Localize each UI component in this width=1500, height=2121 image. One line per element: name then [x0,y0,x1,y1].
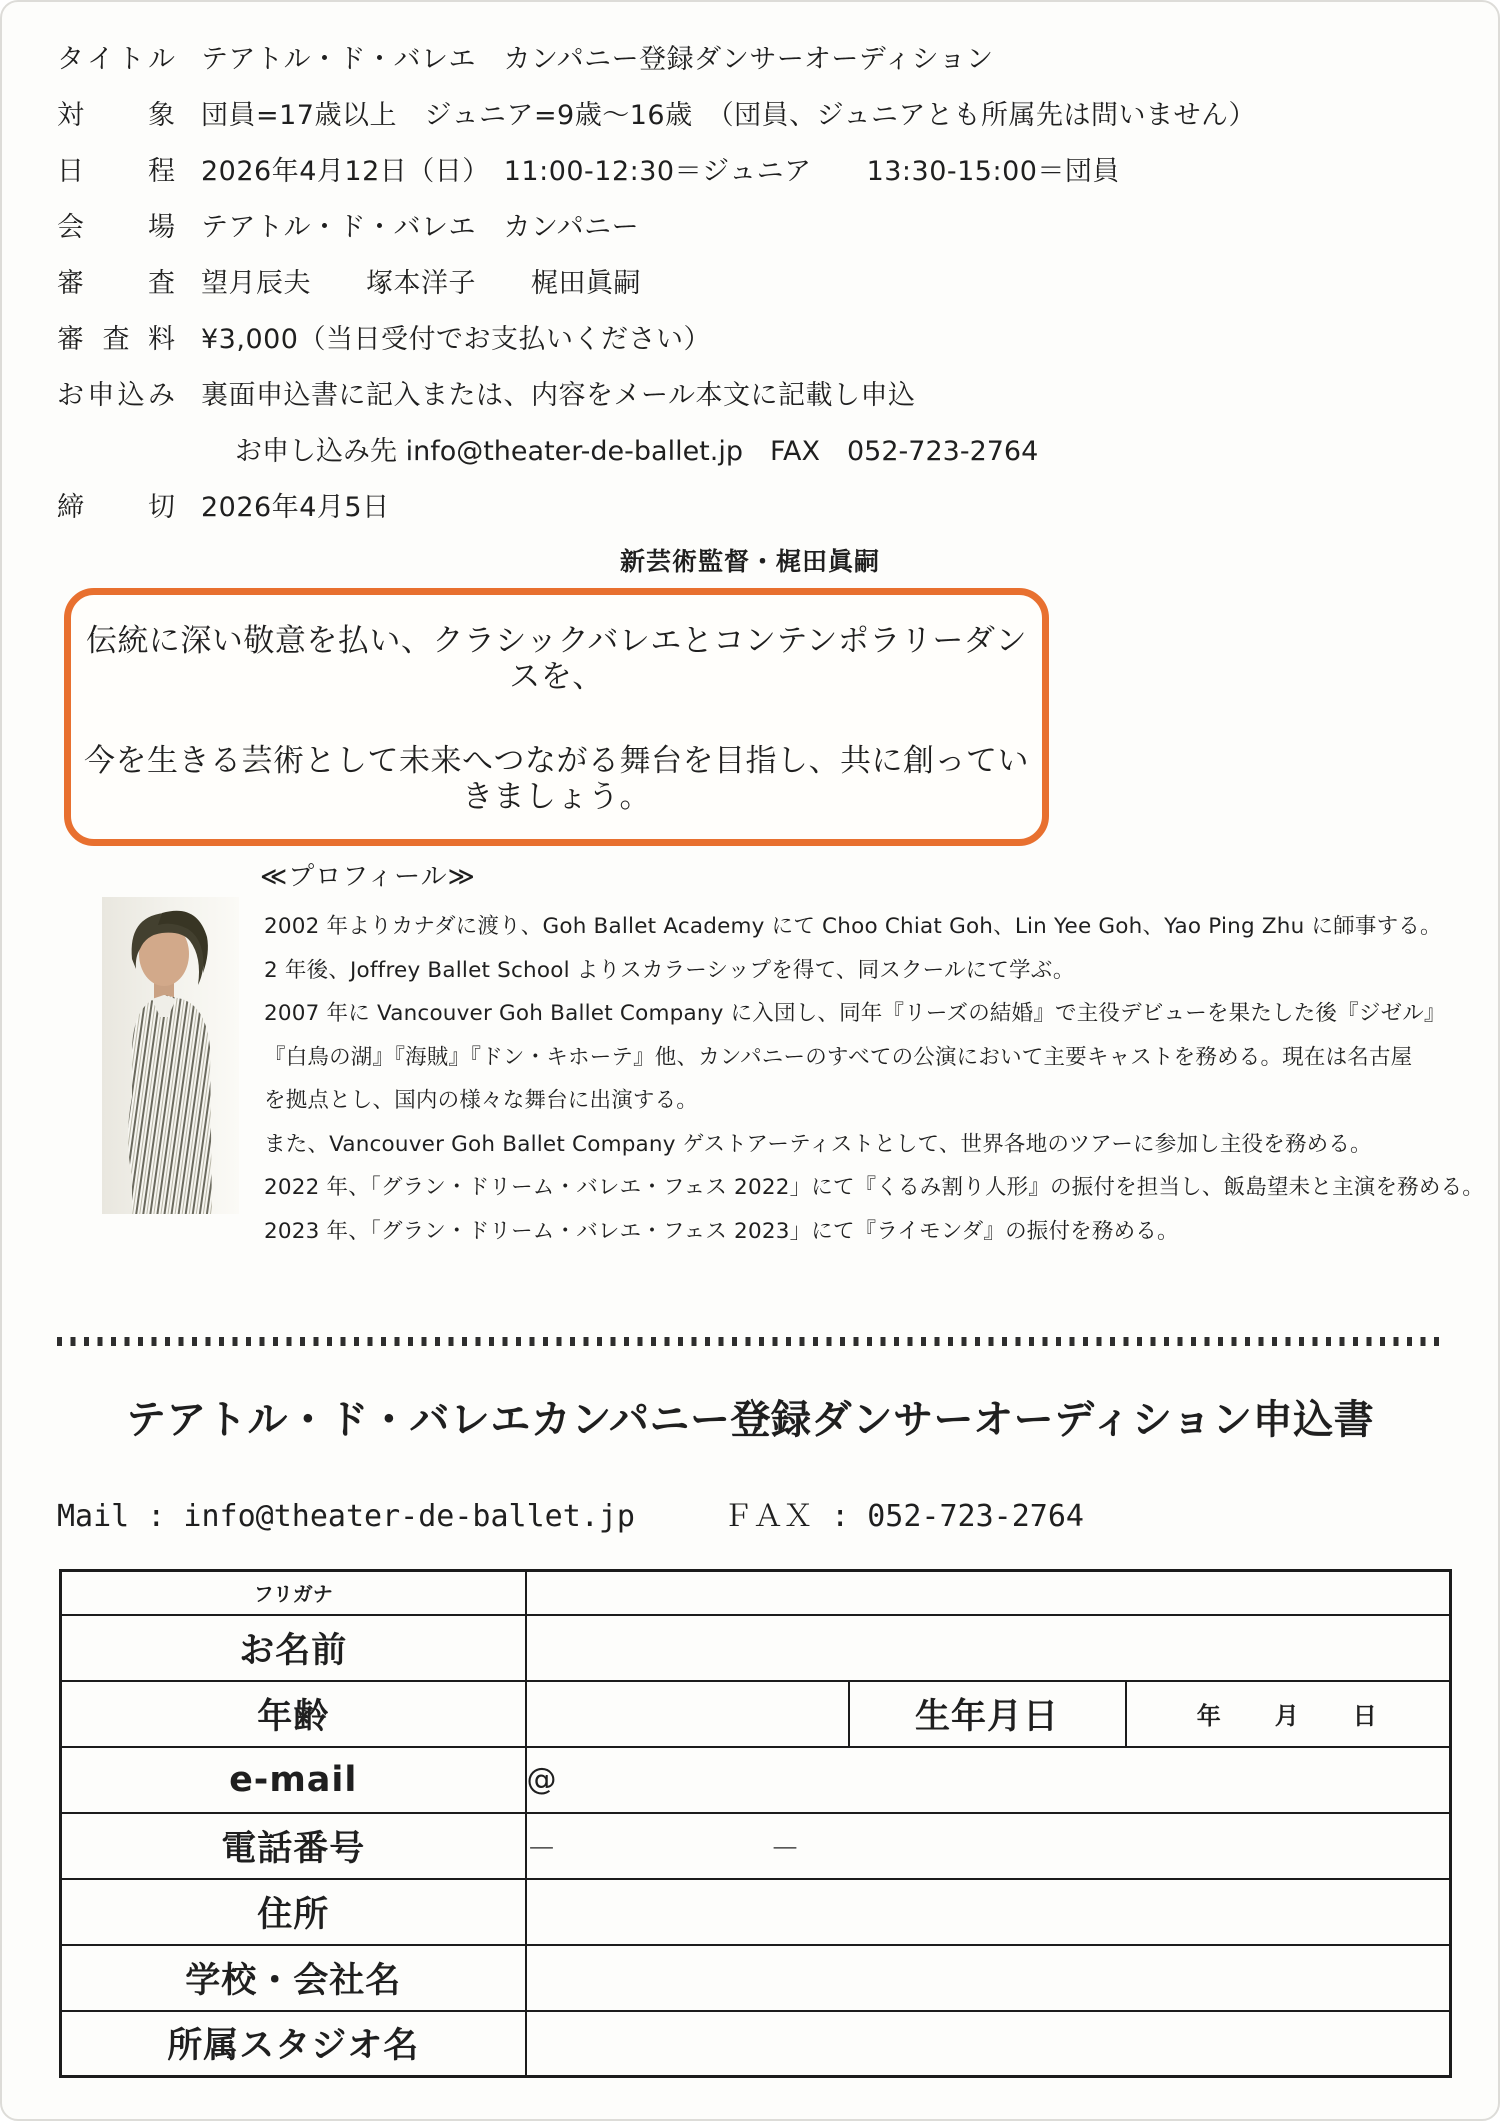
table-row-address [61,1879,1451,1945]
email-input-cell: @ [526,1747,1451,1813]
info-label: 会場 [57,212,175,243]
address-input-cell [526,1879,1451,1945]
mail-address: Mail : info@theater-de-ballet.jp [57,1499,635,1534]
event-info-list [2,2,1498,536]
portrait-photo-illustration [102,897,239,1214]
studio-label: 所属スタジオ名 [61,2011,526,2077]
school-label: 学校・会社名 [61,1945,526,2011]
info-value: 裏面申込書に記入または、内容をメール本文に記載し申込 [201,380,916,411]
table-row-phone [61,1813,1451,1879]
furigana-input-cell [526,1571,1451,1615]
profile-line: 2023 年、「グラン・ドリーム・バレエ・フェス 2023」にて『ライモンダ』の振付を務める。 [264,1218,1179,1244]
info-value: ¥3,000（当日受付でお支払いください） [201,324,711,355]
info-row-venue [57,200,1498,256]
info-row-fee [57,312,1498,368]
info-label: タイトル [57,44,175,75]
dotted-separator [57,1337,1443,1346]
director-heading: 新芸術監督・梶田眞嗣 [619,547,880,576]
table-row-studio [61,2011,1451,2077]
phone-input-cell [526,1813,1451,1879]
profile-photo [102,897,239,1214]
info-row-apply [57,368,1498,424]
profile-line: 2022 年、「グラン・ドリーム・バレエ・フェス 2022」にて『くるみ割り人形』の振付を担当し、飯島望未と主演を務める。 [264,1175,1484,1200]
info-row-deadline [57,480,1498,536]
info-row-judges [57,256,1498,312]
application-table [59,1569,1452,2078]
info-value: 2026年4月12日（日） 11:00-12:30＝ジュニア 13:30-15:00＝団員 [201,156,1120,187]
profile-line: を拠点とし、国内の様々な舞台に出演する。 [264,1088,699,1113]
info-row-schedule [57,144,1498,200]
profile-heading: ≪プロフィール≫ [260,862,476,892]
contact-line [57,1491,1498,1535]
table-row-school [61,1945,1451,2011]
studio-input-cell [526,2011,1451,2077]
profile-line: 2002 年よりカナダに渡り、Goh Ballet Academy にて Choo Chiat Goh、Lin Yee Goh、Yao Ping Zhu に師事する。 [264,914,1442,939]
profile-body [2,897,1498,1253]
profile-line: 『白鳥の湖』『海賊』『ドン・キホーテ』他、カンパニーのすべての公演において主要キャストを務める。現在は名古屋 [264,1044,1413,1070]
info-apply-contact: お申し込み先 info@theater-de-ballet.jp FAX 052-723-2764 [235,436,1039,467]
info-label: お申込み [57,380,175,411]
info-value: 2026年4月5日 [201,492,390,523]
table-row-furigana [61,1571,1451,1615]
info-value: 望月辰夫 塚本洋子 梶田眞嗣 [201,268,641,299]
birthdate-ymd-cell: 年 月 日 [1126,1681,1451,1747]
phone-label: 電話番号 [61,1813,526,1879]
phone-dash: － [770,1831,803,1867]
name-label: お名前 [61,1615,526,1681]
address-label: 住所 [61,1879,526,1945]
table-row-name [61,1615,1451,1681]
phone-dash: － [526,1831,559,1867]
furigana-label: フリガナ [61,1571,526,1615]
profile-line: 2 年後、Joffrey Ballet School よりスカラーシップを得て、同スクールにて学ぶ。 [264,957,1075,983]
director-message-line: 伝統に深い敬意を払い、クラシックバレエとコンテンポラリーダンスを、 [85,623,1028,695]
fax-number: ＦＡＸ : 052-723-2764 [723,1499,1084,1534]
table-row-age [61,1681,1451,1747]
info-label: 日程 [57,156,175,187]
info-label: 審査 [57,268,175,299]
profile-line: また、Vancouver Goh Ballet Company ゲストアーティストとして、世界各地のツアーに参加し主役を務める。 [264,1131,1372,1157]
email-label: e-mail [61,1747,526,1813]
school-input-cell [526,1945,1451,2011]
director-message-box [64,588,1049,846]
info-label: 審査料 [57,324,175,355]
info-value: 団員=17歳以上 ジュニア=9歳～16歳 （団員、ジュニアとも所属先は問いません） [201,100,1257,131]
profile-text [264,897,1484,1253]
application-form-title: テアトル・ド・バレエカンパニー登録ダンサーオーディション申込書 [125,1397,1375,1443]
age-label: 年齢 [61,1681,526,1747]
table-row-email [61,1747,1451,1813]
info-row-title [57,32,1498,88]
profile-line: 2007 年に Vancouver Goh Ballet Company に入団し、同年『リーズの結婚』で主役デビューを果たした後『ジゼル』 [264,1001,1446,1026]
info-row-target [57,88,1498,144]
age-input-cell [526,1681,849,1747]
info-label: 締切 [57,492,175,523]
info-value: テアトル・ド・バレエ カンパニー [201,212,640,243]
name-input-cell [526,1615,1451,1681]
profile-section [2,856,1498,1253]
info-label: 対象 [57,100,175,131]
info-value: テアトル・ド・バレエ カンパニー登録ダンサーオーディション [201,44,994,75]
director-message-line: 今を生きる芸術として未来へつながる舞台を目指し、共に創っていきましょう。 [84,743,1029,815]
birthdate-label: 生年月日 [849,1681,1126,1747]
